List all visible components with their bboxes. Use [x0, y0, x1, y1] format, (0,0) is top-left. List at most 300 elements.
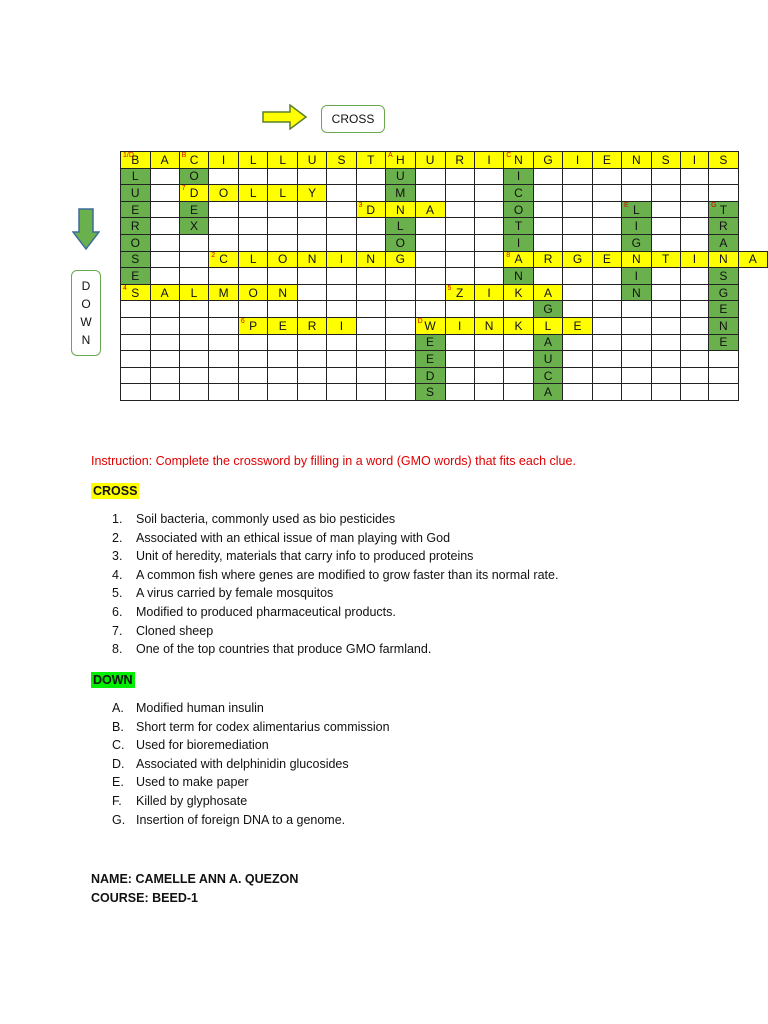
cell-letter: A [514, 252, 523, 267]
cell-letter: N [631, 252, 641, 267]
list-item: 7. Cloned sheep [112, 623, 214, 638]
grid-cell [150, 251, 179, 268]
grid-cell [150, 351, 179, 368]
grid-cell [533, 185, 563, 202]
grid-cell [651, 301, 680, 318]
grid-cell [121, 152, 151, 169]
grid-cell [209, 234, 239, 251]
grid-cell [179, 218, 209, 235]
grid-cell [533, 301, 563, 318]
grid-cell [415, 201, 445, 218]
grid-cell [622, 284, 652, 301]
grid-row [121, 185, 768, 202]
list-item: 6. Modified to produced pharmaceutical products. [112, 604, 396, 619]
clue-number: 5 [447, 284, 452, 292]
cell-letter: S [131, 285, 140, 300]
grid-cell [385, 251, 415, 268]
grid-cell [385, 367, 415, 384]
grid-cell [680, 218, 708, 235]
grid-cell [179, 334, 209, 351]
grid-cell [356, 334, 385, 351]
grid-cell [533, 152, 563, 169]
grid-cell [356, 317, 385, 334]
down-clue-list [112, 699, 390, 829]
grid-cell [709, 301, 739, 318]
grid-cell [268, 268, 298, 285]
grid-cell [533, 334, 563, 351]
grid-cell [680, 268, 708, 285]
grid-cell [179, 251, 209, 268]
grid-cell [268, 218, 298, 235]
cell-letter: C [543, 368, 553, 383]
grid-cell [592, 334, 621, 351]
grid-cell [592, 284, 621, 301]
grid-cell [680, 251, 708, 268]
cell-letter: U [130, 185, 140, 200]
grid-cell [415, 234, 445, 251]
cell-letter: G [631, 235, 641, 250]
clue-number: D [417, 317, 423, 325]
grid-cell [533, 367, 563, 384]
grid-cell [504, 185, 534, 202]
grid-cell [592, 168, 621, 185]
down-letter: N [81, 333, 91, 347]
grid-cell [297, 201, 326, 218]
grid-row [121, 168, 768, 185]
list-item: 8. One of the top countries that produce GMO farmland. [112, 642, 432, 657]
cell-letter: O [513, 202, 524, 217]
grid-cell [327, 284, 356, 301]
grid-cell [474, 234, 503, 251]
grid-cell [445, 234, 474, 251]
grid-cell [356, 351, 385, 368]
grid-cell [209, 168, 239, 185]
grid-cell [651, 334, 680, 351]
grid-cell [474, 251, 503, 268]
cell-letter: S [661, 152, 670, 167]
grid-cell [238, 367, 268, 384]
grid-cell [680, 168, 708, 185]
grid-cell [563, 351, 593, 368]
grid-cell [445, 384, 474, 401]
cell-letter: I [516, 169, 521, 184]
grid-cell [385, 301, 415, 318]
grid-cell [121, 317, 151, 334]
grid-cell [563, 367, 593, 384]
grid-cell [622, 301, 652, 318]
cross-label: CROSS [331, 112, 375, 126]
grid-cell [445, 201, 474, 218]
grid-cell [268, 384, 298, 401]
cell-letter: I [692, 152, 697, 167]
grid-cell [356, 268, 385, 285]
cell-letter: U [395, 169, 405, 184]
grid-cell [680, 152, 708, 169]
cell-letter: U [425, 152, 435, 167]
cell-letter: U [543, 351, 553, 366]
grid-cell [150, 234, 179, 251]
grid-cell [121, 367, 151, 384]
clue-number: 8 [506, 251, 511, 259]
grid-cell [415, 168, 445, 185]
grid-cell [121, 301, 151, 318]
clue-number: 2 [211, 251, 216, 259]
grid-cell [415, 218, 445, 235]
grid-cell [533, 284, 563, 301]
clue-number: 7 [181, 185, 186, 193]
cell-letter: L [396, 219, 404, 234]
grid-cell [327, 367, 356, 384]
grid-cell [179, 351, 209, 368]
cell-letter: I [458, 318, 462, 333]
cell-letter: I [339, 318, 344, 333]
grid-cell [680, 367, 708, 384]
grid-cell [445, 367, 474, 384]
grid-cell [179, 234, 209, 251]
grid-cell [680, 301, 708, 318]
grid-cell [356, 367, 385, 384]
grid-cell [209, 317, 239, 334]
grid-cell [121, 168, 151, 185]
grid-cell [209, 351, 239, 368]
grid-cell [504, 152, 534, 169]
grid-cell [592, 384, 621, 401]
grid-cell [651, 384, 680, 401]
grid-cell [709, 168, 739, 185]
grid-cell [415, 317, 445, 334]
grid-cell [445, 301, 474, 318]
grid-cell [238, 334, 268, 351]
grid-cell [297, 284, 326, 301]
grid-cell [327, 334, 356, 351]
cell-letter: E [131, 268, 140, 283]
cell-letter: A [544, 285, 553, 300]
grid-cell [268, 185, 298, 202]
grid-cell [121, 185, 151, 202]
grid-cell [297, 168, 326, 185]
grid-cell [622, 367, 652, 384]
grid-cell [474, 185, 503, 202]
cell-letter: R [719, 219, 728, 234]
grid-cell [445, 218, 474, 235]
grid-cell [150, 334, 179, 351]
clue-number: A [387, 152, 393, 159]
grid-cell [680, 185, 708, 202]
grid-cell [533, 251, 563, 268]
cell-letter: A [719, 235, 728, 250]
cell-letter: N [307, 252, 317, 267]
grid-cell [445, 268, 474, 285]
grid-cell [533, 234, 563, 251]
cell-letter: X [190, 219, 199, 234]
clue-number: B [181, 152, 187, 159]
cell-letter: U [307, 152, 317, 167]
cell-letter: D [366, 202, 376, 217]
grid-cell [474, 284, 503, 301]
grid-cell [709, 317, 739, 334]
grid-cell [533, 317, 563, 334]
cell-letter: A [426, 202, 435, 217]
clue-number: 3 [358, 201, 363, 209]
grid-cell [385, 168, 415, 185]
cell-letter: D [425, 368, 435, 383]
grid-cell [709, 384, 739, 401]
student-name: NAME: CAMELLE ANN A. QUEZON [91, 872, 299, 886]
grid-cell [327, 384, 356, 401]
grid-cell [268, 168, 298, 185]
grid-cell [474, 301, 503, 318]
grid-cell [150, 367, 179, 384]
grid-cell [592, 185, 621, 202]
list-item: G. Insertion of foreign DNA to a genome. [112, 812, 346, 827]
grid-cell [209, 251, 239, 268]
cell-letter: L [249, 152, 257, 167]
grid-cell [622, 168, 652, 185]
grid-cell [563, 334, 593, 351]
grid-cell [504, 251, 534, 268]
list-item: D. Associated with delphinidin glucosides [112, 756, 349, 771]
grid-cell [504, 234, 534, 251]
grid-cell [121, 334, 151, 351]
cell-letter: N [719, 252, 728, 267]
cell-letter: G [718, 285, 729, 300]
grid-cell [327, 152, 356, 169]
grid-cell [445, 168, 474, 185]
grid-cell [474, 317, 503, 334]
grid-cell [238, 185, 268, 202]
grid-cell [622, 334, 652, 351]
grid-cell [121, 251, 151, 268]
grid-cell [474, 201, 503, 218]
grid-cell [563, 201, 593, 218]
grid-cell [651, 234, 680, 251]
list-item: 5. A virus carried by female mosquitos [112, 586, 334, 601]
grid-cell [474, 218, 503, 235]
grid-cell [238, 301, 268, 318]
cell-letter: I [487, 285, 491, 300]
cell-letter: T [367, 152, 375, 167]
grid-cell [356, 201, 385, 218]
grid-cell [651, 284, 680, 301]
grid-cell [268, 317, 298, 334]
cell-letter: N [719, 318, 728, 333]
down-heading: DOWN [93, 673, 133, 687]
grid-cell [504, 334, 534, 351]
grid-cell [356, 384, 385, 401]
grid-cell [474, 384, 503, 401]
grid-cell [651, 251, 680, 268]
grid-cell [356, 218, 385, 235]
grid-cell [592, 301, 621, 318]
grid-cell [150, 301, 179, 318]
cell-letter: S [426, 385, 435, 400]
grid-cell [563, 301, 593, 318]
grid-cell [709, 218, 739, 235]
grid-cell [297, 351, 326, 368]
grid-cell [385, 268, 415, 285]
grid-cell [238, 218, 268, 235]
cell-letter: I [575, 152, 580, 167]
grid-cell [356, 152, 385, 169]
grid-cell [680, 334, 708, 351]
cell-letter: S [131, 252, 140, 267]
grid-cell [238, 201, 268, 218]
grid-cell [268, 251, 298, 268]
grid-cell [327, 201, 356, 218]
grid-cell [651, 218, 680, 235]
cell-letter: R [307, 318, 317, 333]
grid-cell [179, 367, 209, 384]
grid-cell [592, 367, 621, 384]
grid-cell [356, 301, 385, 318]
grid-cell [179, 284, 209, 301]
cell-letter: R [455, 152, 465, 167]
clue-number: C [506, 152, 512, 159]
grid-cell [121, 234, 151, 251]
grid-row [121, 234, 768, 251]
cell-letter: E [719, 335, 728, 350]
grid-cell [474, 152, 503, 169]
cell-letter: G [543, 302, 553, 317]
grid-cell [268, 351, 298, 368]
down-letter: O [81, 297, 91, 311]
grid-cell [268, 367, 298, 384]
grid-cell [179, 317, 209, 334]
grid-cell [622, 201, 652, 218]
grid-cell [385, 384, 415, 401]
grid-cell [415, 185, 445, 202]
cell-letter: A [748, 252, 757, 267]
grid-cell [415, 284, 445, 301]
grid-cell [385, 218, 415, 235]
grid-cell [385, 317, 415, 334]
grid-cell [150, 384, 179, 401]
grid-cell [563, 168, 593, 185]
cell-letter: N [631, 285, 641, 300]
grid-cell [504, 168, 534, 185]
cell-letter: W [424, 318, 436, 333]
grid-cell [533, 218, 563, 235]
cell-letter: E [190, 202, 199, 217]
cell-letter: R [130, 219, 140, 234]
cell-letter: O [278, 252, 288, 267]
cell-letter: E [602, 152, 611, 167]
grid-cell [709, 152, 739, 169]
grid-cell [680, 317, 708, 334]
grid-cell [680, 234, 708, 251]
grid-cell [150, 168, 179, 185]
cell-letter: L [249, 252, 257, 267]
grid-row [121, 384, 768, 401]
cross-label-box [321, 105, 385, 133]
cell-letter: C [514, 185, 523, 200]
list-item: A. Modified human insulin [112, 701, 264, 715]
grid-cell [680, 201, 708, 218]
cell-letter: T [662, 252, 670, 267]
cross-heading: CROSS [93, 484, 138, 498]
grid-cell [445, 185, 474, 202]
grid-cell [327, 218, 356, 235]
grid-cell [563, 317, 593, 334]
list-item: E. Used to make paper [112, 775, 249, 790]
grid-cell [179, 168, 209, 185]
cell-letter: Z [456, 285, 464, 300]
list-item: 1. Soil bacteria, commonly used as bio pesticides [112, 512, 396, 526]
grid-cell [680, 384, 708, 401]
grid-cell [592, 201, 621, 218]
grid-cell [651, 351, 680, 368]
grid-cell [415, 251, 445, 268]
grid-cell [297, 251, 326, 268]
grid-cell [209, 384, 239, 401]
cell-letter: I [339, 252, 344, 267]
clue-number: G [711, 201, 717, 209]
list-item: 2. Associated with an ethical issue of man playing with God [112, 530, 451, 545]
cell-letter: L [190, 285, 198, 300]
grid-cell [297, 384, 326, 401]
cell-letter: E [131, 202, 140, 217]
grid-cell [238, 152, 268, 169]
cell-letter: I [487, 152, 491, 167]
cell-letter: K [514, 285, 523, 300]
grid-cell [121, 284, 151, 301]
grid-cell [121, 201, 151, 218]
instruction-text: Instruction: Complete the crossword by filling in a word (GMO words) that fits each clue. [91, 454, 576, 468]
cell-letter: A [544, 385, 553, 400]
grid-cell [504, 268, 534, 285]
grid-cell [297, 334, 326, 351]
grid-cell [474, 367, 503, 384]
grid-cell [385, 152, 415, 169]
grid-row [121, 351, 768, 368]
grid-cell [651, 367, 680, 384]
grid-row [121, 317, 768, 334]
grid-cell [709, 185, 739, 202]
grid-cell [592, 351, 621, 368]
grid-cell [592, 251, 621, 268]
cell-letter: E [278, 318, 287, 333]
grid-cell [297, 152, 326, 169]
cell-letter: G [395, 252, 405, 267]
cell-letter: T [719, 202, 728, 217]
cell-letter: S [337, 152, 346, 167]
grid-cell [238, 251, 268, 268]
grid-cell [209, 152, 239, 169]
grid-cell [709, 334, 739, 351]
cell-letter: I [634, 268, 638, 283]
cell-letter: I [221, 152, 226, 167]
grid-cell [327, 251, 356, 268]
grid-cell [268, 301, 298, 318]
grid-cell [680, 284, 708, 301]
cell-letter: I [692, 252, 697, 267]
grid-cell [238, 168, 268, 185]
grid-row [121, 334, 768, 351]
grid-cell [209, 185, 239, 202]
grid-cell [150, 218, 179, 235]
down-letter: W [80, 315, 92, 329]
grid-cell [150, 185, 179, 202]
grid-cell [238, 317, 268, 334]
grid-cell [121, 351, 151, 368]
grid-cell [563, 384, 593, 401]
cell-letter: N [278, 285, 288, 300]
cell-letter: O [189, 169, 199, 184]
grid-cell [385, 234, 415, 251]
grid-cell [622, 185, 652, 202]
grid-cell [445, 317, 474, 334]
clue-number: E [624, 201, 629, 209]
